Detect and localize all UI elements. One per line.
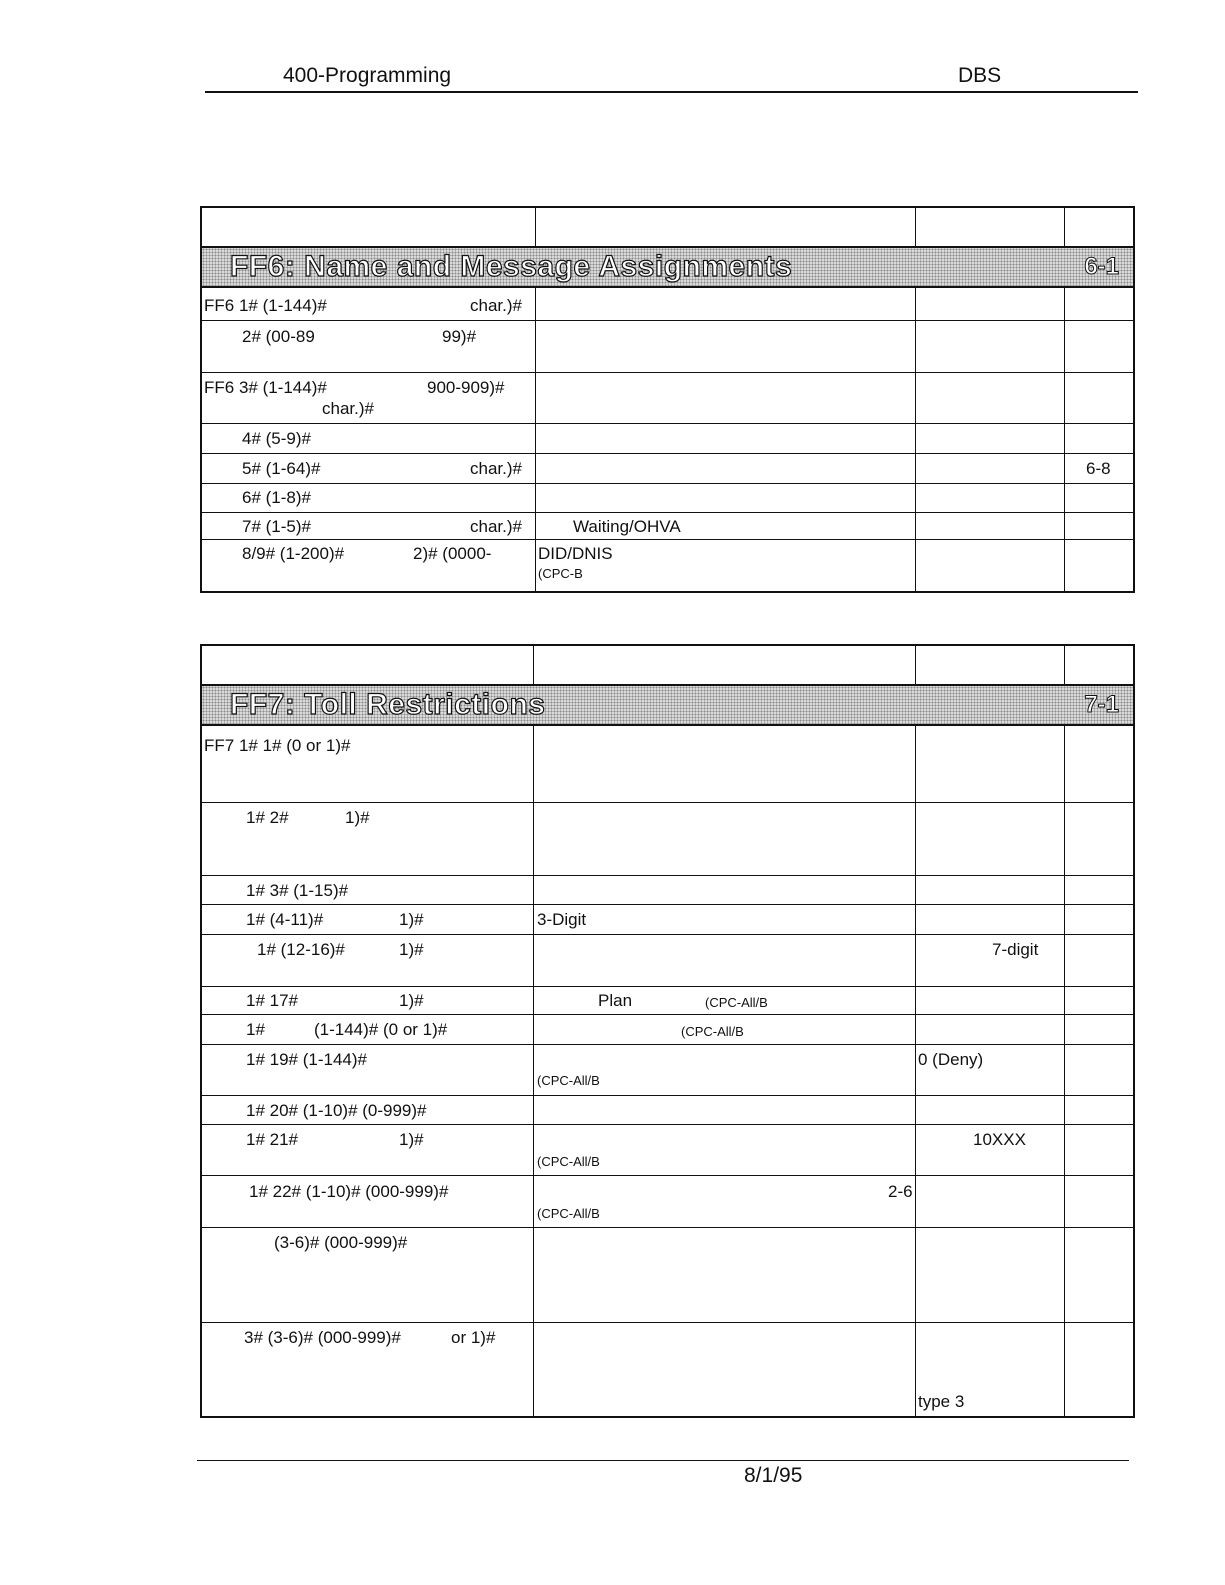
ff7-row-12-code: (3-6)# (000-999)# [274,1233,408,1252]
header-rule [205,91,1138,93]
ff7-row-8-default: 0 (Deny) [918,1050,984,1069]
ff6-row-5-code-part: char.)# [470,459,522,478]
ff6-row-7-description: Waiting/OHVA [573,517,681,536]
footer-rule [197,1460,1129,1461]
ff7-row-9-code: 1# 20# (1-10)# (0-999)# [246,1101,427,1120]
ff6-row-2-code-part: 99)# [442,327,477,346]
ff7-row-6-code: 1# 17# [246,991,298,1010]
ff7-row-3-code: 1# 3# (1-15)# [246,881,349,900]
ff7-row-5-code: 1# (12-16)# [257,940,345,959]
ff7-row-5-code-part: 1)# [399,940,424,959]
header-section-title: 400-Programming [283,64,452,87]
ff7-row-6-code-part: 1)# [399,991,424,1010]
ff7-row-5-default: 7-digit [992,940,1039,959]
header-product-name: DBS [958,64,1002,87]
footer-date: 8/1/95 [744,1464,803,1487]
ff7-row-10-code-part: 1)# [399,1130,424,1149]
ff6-row-8-code-part: 2)# (0000- [413,544,492,563]
ff7-banner-page: 7-1 [1084,691,1119,718]
ff7-banner-title: FF7: Toll Restrictions [230,688,546,721]
ff7-row-8-note: (CPC-All/B [537,1073,600,1088]
ff6-row-5-page: 6-8 [1086,459,1111,478]
ff6-row-3-code: FF6 3# (1-144)# [204,378,327,397]
ff7-row-7-note: (CPC-All/B [681,1024,744,1039]
column-divider [915,646,916,1416]
ff7-row-6-note: (CPC-All/B [705,995,768,1010]
ff6-row-5-code: 5# (1-64)# [242,459,321,478]
ff6-row-4-code: 4# (5-9)# [242,429,311,448]
column-divider [533,646,534,1416]
ff7-row-1-code: FF7 1# 1# (0 or 1)# [204,736,351,755]
ff6-row-2-code: 2# (00-89 [242,327,315,346]
ff7-row-7-code: 1# [246,1020,265,1039]
ff6-row-7-code: 7# (1-5)# [242,517,311,536]
ff6-row-8-code: 8/9# (1-200)# [242,544,345,563]
ff7-row-4-code: 1# (4-11)# [246,910,324,929]
ff7-row-13-code-part: or 1)# [451,1328,496,1347]
ff6-row-6-code: 6# (1-8)# [242,488,311,507]
ff6-banner-title: FF6: Name and Message Assignments [230,250,793,283]
ff7-row-11-description: 2-6 [888,1182,913,1201]
ff7-row-10-note: (CPC-All/B [537,1154,600,1169]
ff7-row-11-note: (CPC-All/B [537,1206,600,1221]
ff6-banner [202,246,1133,288]
ff6-row-8-note: (CPC-B [538,566,583,581]
ff6-row-3-code-cont: char.)# [322,399,374,418]
ff6-row-3-code-part: 900-909)# [427,378,505,397]
column-divider [1064,646,1065,1416]
ff6-row-8-description: DID/DNIS [538,544,613,563]
ff7-row-4-description: 3-Digit [537,910,587,929]
ff7-row-13-code: 3# (3-6)# (000-999)# [244,1328,401,1347]
ff6-row-1-code: FF6 1# (1-144)# [204,296,327,315]
ff6-banner-page: 6-1 [1084,253,1119,280]
ff7-row-8-code: 1# 19# (1-144)# [246,1050,367,1069]
ff6-row-1-code-part: char.)# [470,296,522,315]
ff7-row-2-code: 1# 2# [246,808,289,827]
ff7-row-7-code-part: (1-144)# (0 or 1)# [314,1020,448,1039]
ff7-table [200,644,1135,1418]
ff7-row-11-code: 1# 22# (1-10)# (000-999)# [249,1182,449,1201]
ff7-row-2-code-part: 1)# [345,808,370,827]
ff6-row-7-code-part: char.)# [470,517,522,536]
ff7-row-10-code: 1# 21# [246,1130,298,1149]
ff7-row-13-default: type 3 [918,1392,965,1411]
ff6-table [200,206,1135,593]
ff7-banner [202,684,1133,726]
ff7-row-6-description: Plan [598,991,633,1010]
ff7-row-4-code-part: 1)# [399,910,424,929]
ff7-row-10-default: 10XXX [973,1130,1026,1149]
